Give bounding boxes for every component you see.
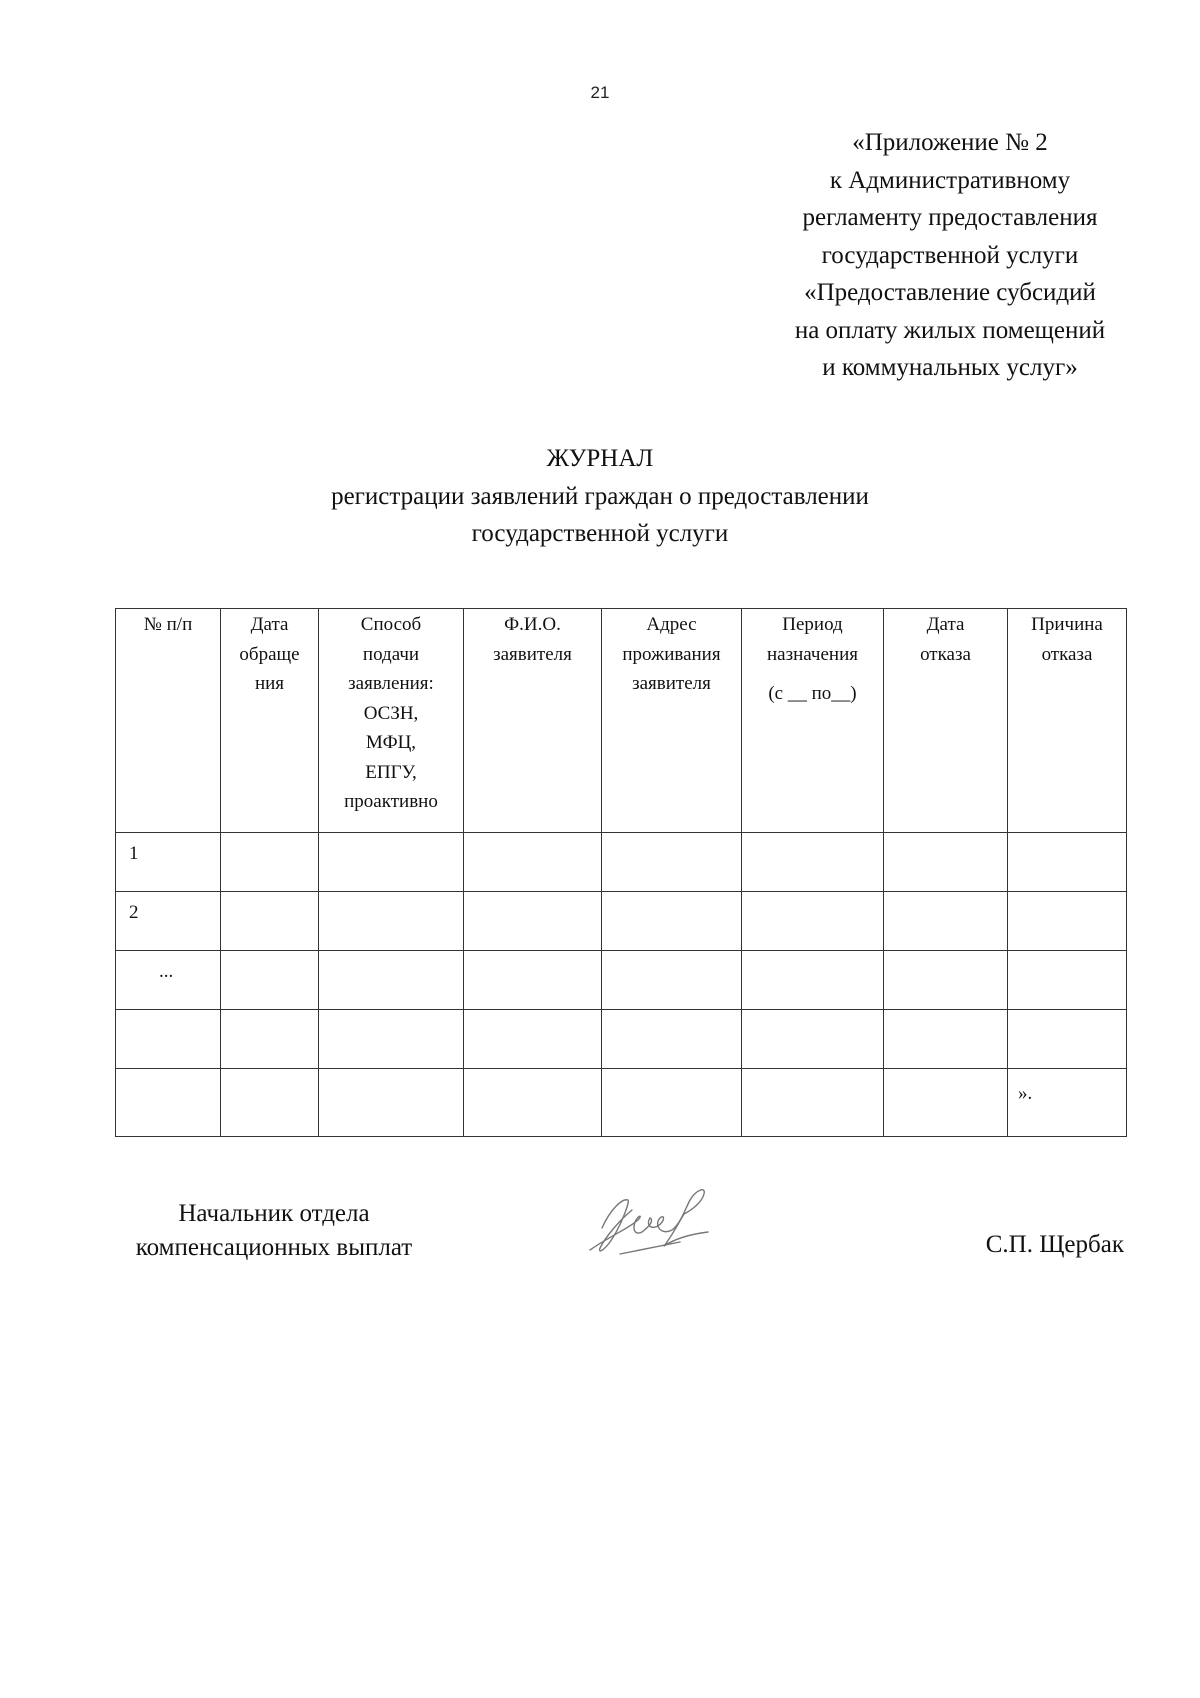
table-row xyxy=(116,833,1127,892)
table-cell xyxy=(602,892,742,951)
table-cell xyxy=(464,833,602,892)
table-cell xyxy=(1008,951,1127,1010)
header-line: МФЦ, xyxy=(365,732,417,753)
header-line: Дата xyxy=(250,614,289,635)
table-cell xyxy=(116,1010,221,1069)
registration-table xyxy=(115,608,1127,1137)
handwritten-signature xyxy=(580,1180,730,1270)
appendix-line: государственной услуги xyxy=(821,241,1079,269)
table-cell xyxy=(884,892,1008,951)
table-cell xyxy=(884,833,1008,892)
header-line: подачи xyxy=(362,643,420,665)
table-cell xyxy=(319,951,464,1010)
table-header-row xyxy=(116,609,1127,833)
appendix-line: «Предоставление субсидий xyxy=(804,279,1096,306)
appendix-line: регламенту предоставления xyxy=(802,204,1098,231)
table-cell: 1 xyxy=(116,833,221,892)
table-cell xyxy=(464,1069,602,1137)
table-cell: ... xyxy=(116,951,221,1010)
journal-subtitle: регистрации заявлений граждан о предоставлении xyxy=(331,482,869,510)
table-cell xyxy=(319,892,464,951)
header-line: ЕПГУ, xyxy=(365,761,417,783)
table-cell xyxy=(464,892,602,951)
table-cell xyxy=(1008,833,1127,892)
table-cell xyxy=(319,833,464,892)
header-line: Причина xyxy=(1031,614,1103,635)
header-line: заявителя xyxy=(493,643,572,665)
signatory-position xyxy=(110,1197,438,1265)
table-row xyxy=(116,892,1127,951)
header-line: ОСЗН, xyxy=(363,702,419,724)
table-cell xyxy=(116,1069,221,1137)
page-number: 21 xyxy=(590,83,610,102)
table-row xyxy=(116,1010,1127,1069)
position-line: компенсационных выплат xyxy=(135,1234,413,1261)
header-line: ния xyxy=(254,673,285,694)
header-line: отказа xyxy=(920,643,971,665)
header-line: обраще xyxy=(239,643,300,665)
journal-title xyxy=(0,440,1200,553)
table-cell xyxy=(319,1010,464,1069)
table-cell xyxy=(742,892,884,951)
header-line: отказа xyxy=(1041,643,1093,665)
table-cell xyxy=(464,1010,602,1069)
header-line: проживания xyxy=(622,643,721,665)
table-cell xyxy=(884,1069,1008,1137)
table-cell xyxy=(602,1010,742,1069)
signatory-name: С.П. Щербак xyxy=(985,1231,1124,1258)
table-cell xyxy=(221,833,319,892)
header-line: заявителя xyxy=(632,673,711,694)
header-line: Период xyxy=(782,614,843,635)
header-line: Дата xyxy=(926,614,965,635)
header-line: проактивно xyxy=(344,791,438,812)
table-cell xyxy=(1008,1010,1127,1069)
table-cell xyxy=(602,1069,742,1137)
header-line: заявления: xyxy=(348,673,434,694)
table-cell xyxy=(602,951,742,1010)
header-line: назначения xyxy=(766,643,858,665)
header-assignment-period xyxy=(742,609,884,833)
table-cell xyxy=(1008,892,1127,951)
table-row xyxy=(116,951,1127,1010)
table-cell xyxy=(464,951,602,1010)
appendix-note xyxy=(740,124,1160,387)
header-refusal-reason xyxy=(1008,609,1127,833)
journal-subtitle: государственной услуги xyxy=(471,520,729,547)
header-refusal-date xyxy=(884,609,1008,833)
table-row xyxy=(116,1069,1127,1137)
header-submission-method xyxy=(319,609,464,833)
table-cell xyxy=(221,1010,319,1069)
appendix-line: и коммунальных услуг» xyxy=(822,354,1078,381)
table-cell xyxy=(319,1069,464,1137)
closing-quote-cell: ». xyxy=(1008,1069,1127,1137)
table-cell xyxy=(221,951,319,1010)
header-line: Способ xyxy=(360,614,422,635)
table-cell xyxy=(884,1010,1008,1069)
header-line: Адрес xyxy=(646,614,697,635)
header-row-number xyxy=(116,609,221,833)
table-cell: 2 xyxy=(116,892,221,951)
header-applicant-address xyxy=(602,609,742,833)
appendix-line: к Административному xyxy=(829,166,1071,194)
table-cell xyxy=(602,833,742,892)
journal-heading: ЖУРНАЛ xyxy=(546,445,654,472)
table-cell xyxy=(742,833,884,892)
table-cell xyxy=(742,1069,884,1137)
table-cell xyxy=(221,892,319,951)
header-applicant-name xyxy=(464,609,602,833)
header-line: № п/п xyxy=(143,614,193,635)
table-cell xyxy=(742,1010,884,1069)
table-cell xyxy=(742,951,884,1010)
header-line: (с __ по__) xyxy=(768,683,857,704)
header-application-date xyxy=(221,609,319,833)
position-line: Начальник отдела xyxy=(178,1200,370,1227)
appendix-line: на оплату жилых помещений xyxy=(794,316,1106,344)
appendix-line: «Приложение № 2 xyxy=(852,129,1048,156)
table-cell xyxy=(884,951,1008,1010)
table-cell xyxy=(221,1069,319,1137)
header-line: Ф.И.О. xyxy=(504,614,561,635)
